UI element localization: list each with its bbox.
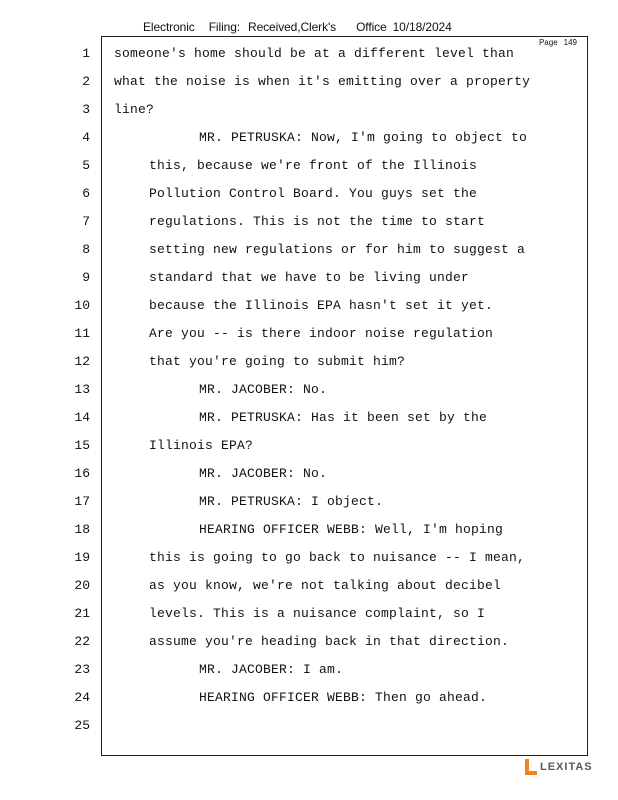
line-number: 22 (74, 634, 90, 649)
filing-stamp-part: Received,Clerk's (248, 20, 337, 34)
line-number: 20 (74, 578, 90, 593)
line-number: 3 (82, 102, 90, 117)
transcript-line: assume you're heading back in that direction. (149, 634, 510, 649)
transcript-line: HEARING OFFICER WEBB: Then go ahead. (199, 690, 488, 705)
line-number: 6 (82, 186, 90, 201)
line-number: 18 (74, 522, 90, 537)
line-number: 15 (74, 438, 90, 453)
transcript-line: setting new regulations or for him to suggest a (149, 242, 526, 257)
line-number: 5 (82, 158, 90, 173)
transcript-line: that you're going to submit him? (149, 354, 406, 369)
transcript-line: MR. PETRUSKA: I object. (199, 494, 384, 509)
line-number: 25 (74, 718, 90, 733)
transcript-line: MR. PETRUSKA: Has it been set by the (199, 410, 488, 425)
transcript-line: because the Illinois EPA hasn't set it yet. (149, 298, 494, 313)
transcript-line: MR. PETRUSKA: Now, I'm going to object to (199, 130, 528, 145)
line-number: 10 (74, 298, 90, 313)
line-number: 23 (74, 662, 90, 677)
line-number: 19 (74, 550, 90, 565)
line-number: 11 (74, 326, 90, 341)
transcript-line: standard that we have to be living under (149, 270, 470, 285)
line-number: 2 (82, 74, 90, 89)
line-number: 7 (82, 214, 90, 229)
transcript-line: HEARING OFFICER WEBB: Well, I'm hoping (199, 522, 504, 537)
filing-stamp-part: Filing: (208, 20, 241, 34)
line-number: 8 (82, 242, 90, 257)
filing-stamp (143, 20, 452, 34)
transcript-line: levels. This is a nuisance complaint, so I (149, 606, 486, 621)
lexitas-logo-icon (524, 758, 538, 776)
transcript-line: this, because we're front of the Illinois (149, 158, 478, 173)
lexitas-logo (524, 757, 593, 777)
transcript-line: someone's home should be at a different level than (114, 46, 515, 61)
transcript-line: line? (114, 102, 155, 117)
transcript-line: regulations. This is not the time to start (149, 214, 486, 229)
transcript-line: what the noise is when it's emitting over a property (114, 74, 531, 89)
line-number: 13 (74, 382, 90, 397)
transcript-line: MR. JACOBER: No. (199, 382, 328, 397)
line-number: 17 (74, 494, 90, 509)
filing-stamp-part: Electronic (143, 20, 195, 34)
transcript-line: MR. JACOBER: No. (199, 466, 328, 481)
line-number: 24 (74, 690, 90, 705)
transcript-line: Illinois EPA? (149, 438, 254, 453)
transcript-line: as you know, we're not talking about decibel (149, 578, 502, 593)
transcript-line: this is going to go back to nuisance -- I mean, (149, 550, 526, 565)
transcript-line: MR. JACOBER: I am. (199, 662, 344, 677)
line-number: 14 (74, 410, 90, 425)
line-number: 12 (74, 354, 90, 369)
filing-stamp-part: Office (356, 20, 387, 34)
line-number: 1 (82, 46, 90, 61)
filing-stamp-date: 10/18/2024 (392, 20, 452, 34)
line-number: 16 (74, 466, 90, 481)
transcript-line: Pollution Control Board. You guys set the (149, 186, 478, 201)
line-number: 4 (82, 130, 90, 145)
line-number: 9 (82, 270, 90, 285)
transcript-line: Are you -- is there indoor noise regulation (149, 326, 494, 341)
page-number-value: 149 (563, 38, 577, 47)
page-number (539, 38, 577, 47)
line-number: 21 (74, 606, 90, 621)
lexitas-logo-text: LEXITAS (540, 761, 593, 773)
page-number-label: Page (538, 38, 558, 47)
